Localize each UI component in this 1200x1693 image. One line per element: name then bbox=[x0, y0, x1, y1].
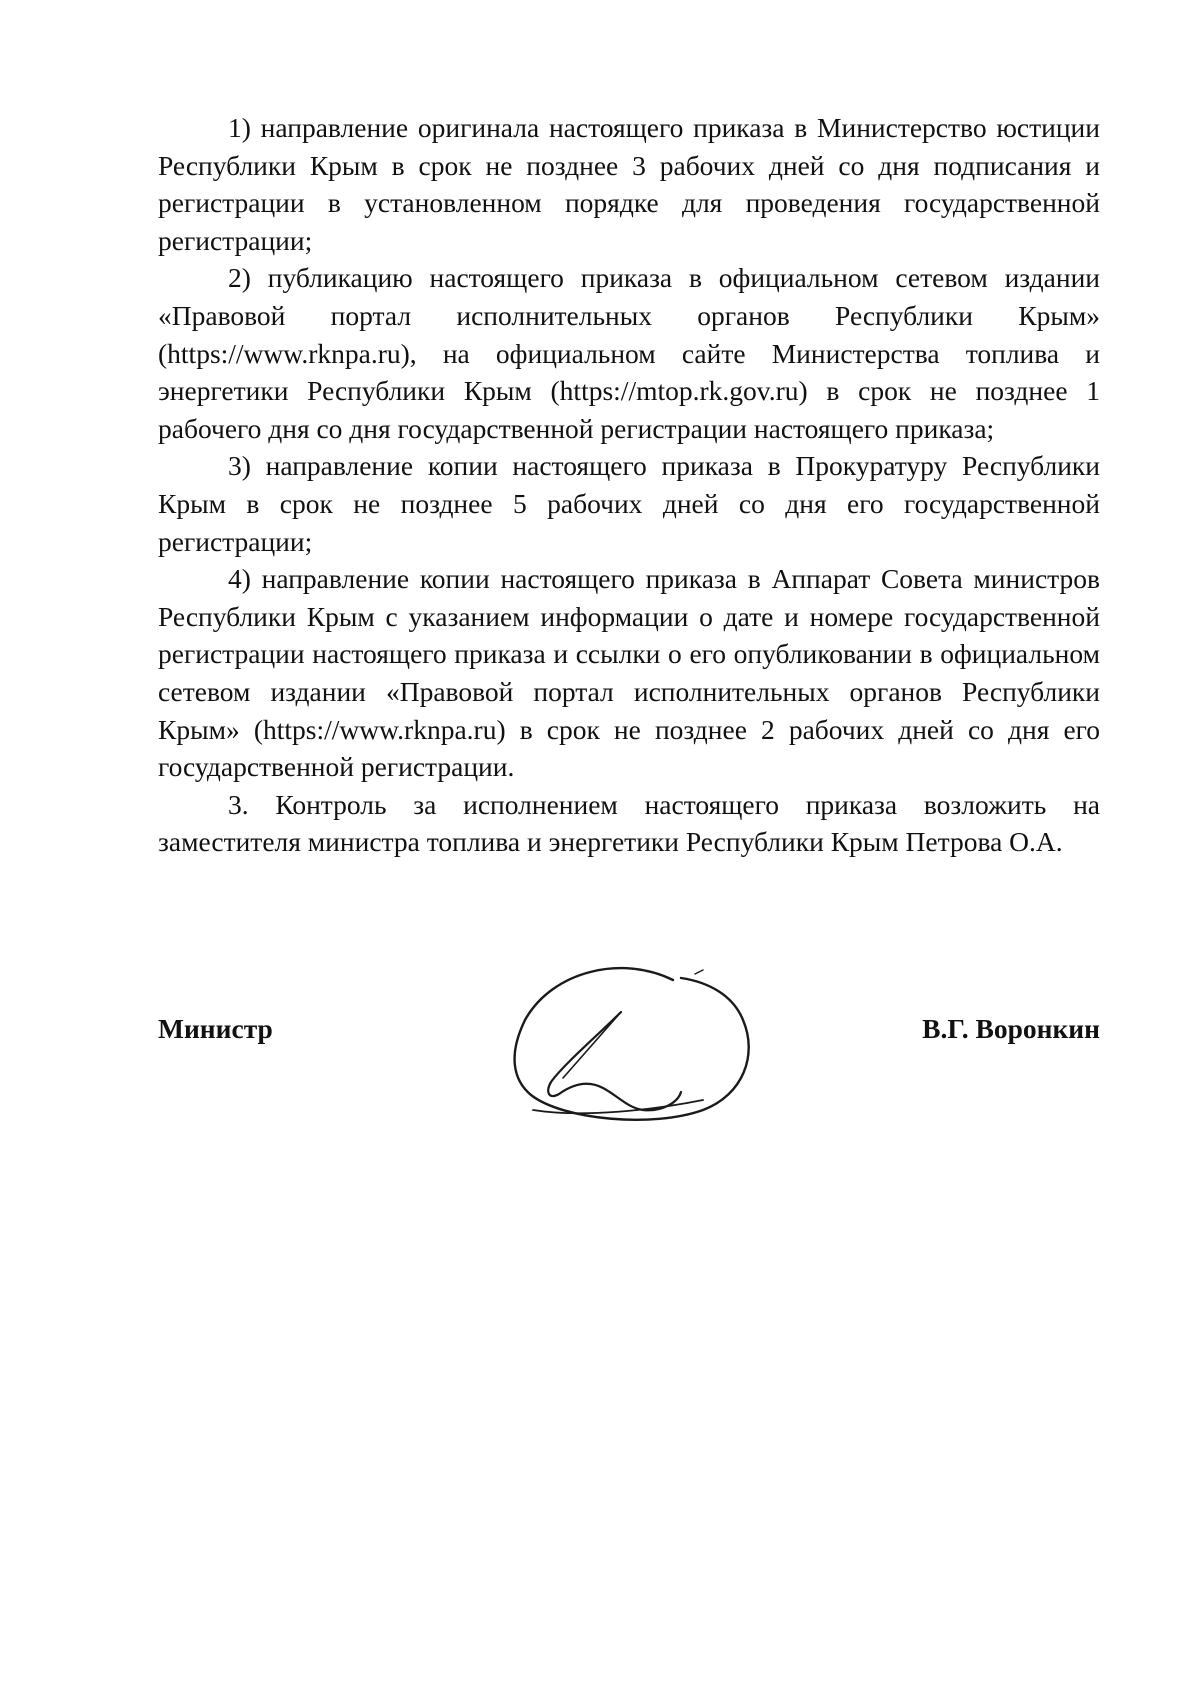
signatory-title: Министр bbox=[158, 1013, 273, 1044]
signatory-name: В.Г. Воронкин bbox=[922, 1013, 1100, 1044]
paragraph-control-clause: 3. Контроль за исполнением настоящего приказа возложить на заместителя министра топлива и энергетики Республики Крым Петрова О.А. bbox=[158, 788, 1100, 858]
document-body bbox=[158, 109, 1100, 861]
paragraph-item-2: 2) публикацию настоящего приказа в официальном сетевом издании «Правовой портал исполнительных органов Республики Крым» (https://www.rknpa.ru), на официальном сайте Министерства топлива и энергетики Республики Крым (https://mtop.rk.gov.ru) в срок не позднее 1 рабочего дня со дня государственной регистрации настоящего приказа; bbox=[158, 262, 1100, 444]
signature-block bbox=[158, 960, 1100, 1140]
paragraph-item-1: 1) направление оригинала настоящего приказа в Министерство юстиции Республики Крым в срок не позднее 3 рабочих дней со дня подписания и регистрации в установленном порядке для проведения государственной регистрации; bbox=[158, 112, 1100, 256]
paragraph-item-3: 3) направление копии настоящего приказа в Прокуратуру Республики Крым в срок не позднее 5 рабочих дней со дня его государственной регистрации; bbox=[158, 450, 1100, 557]
paragraph-item-4: 4) направление копии настоящего приказа в Аппарат Совета министров Республики Крым с указанием информации о дате и номере государственной регистрации настоящего приказа и ссылки о его опубликовании в официальном сетевом издании «Правовой портал исполнительных органов Республики Крым» (https://www.rknpa.ru) в срок не позднее 2 рабочих дней со дня его государственной регистрации. bbox=[158, 563, 1100, 783]
handwritten-signature-icon bbox=[503, 960, 753, 1130]
